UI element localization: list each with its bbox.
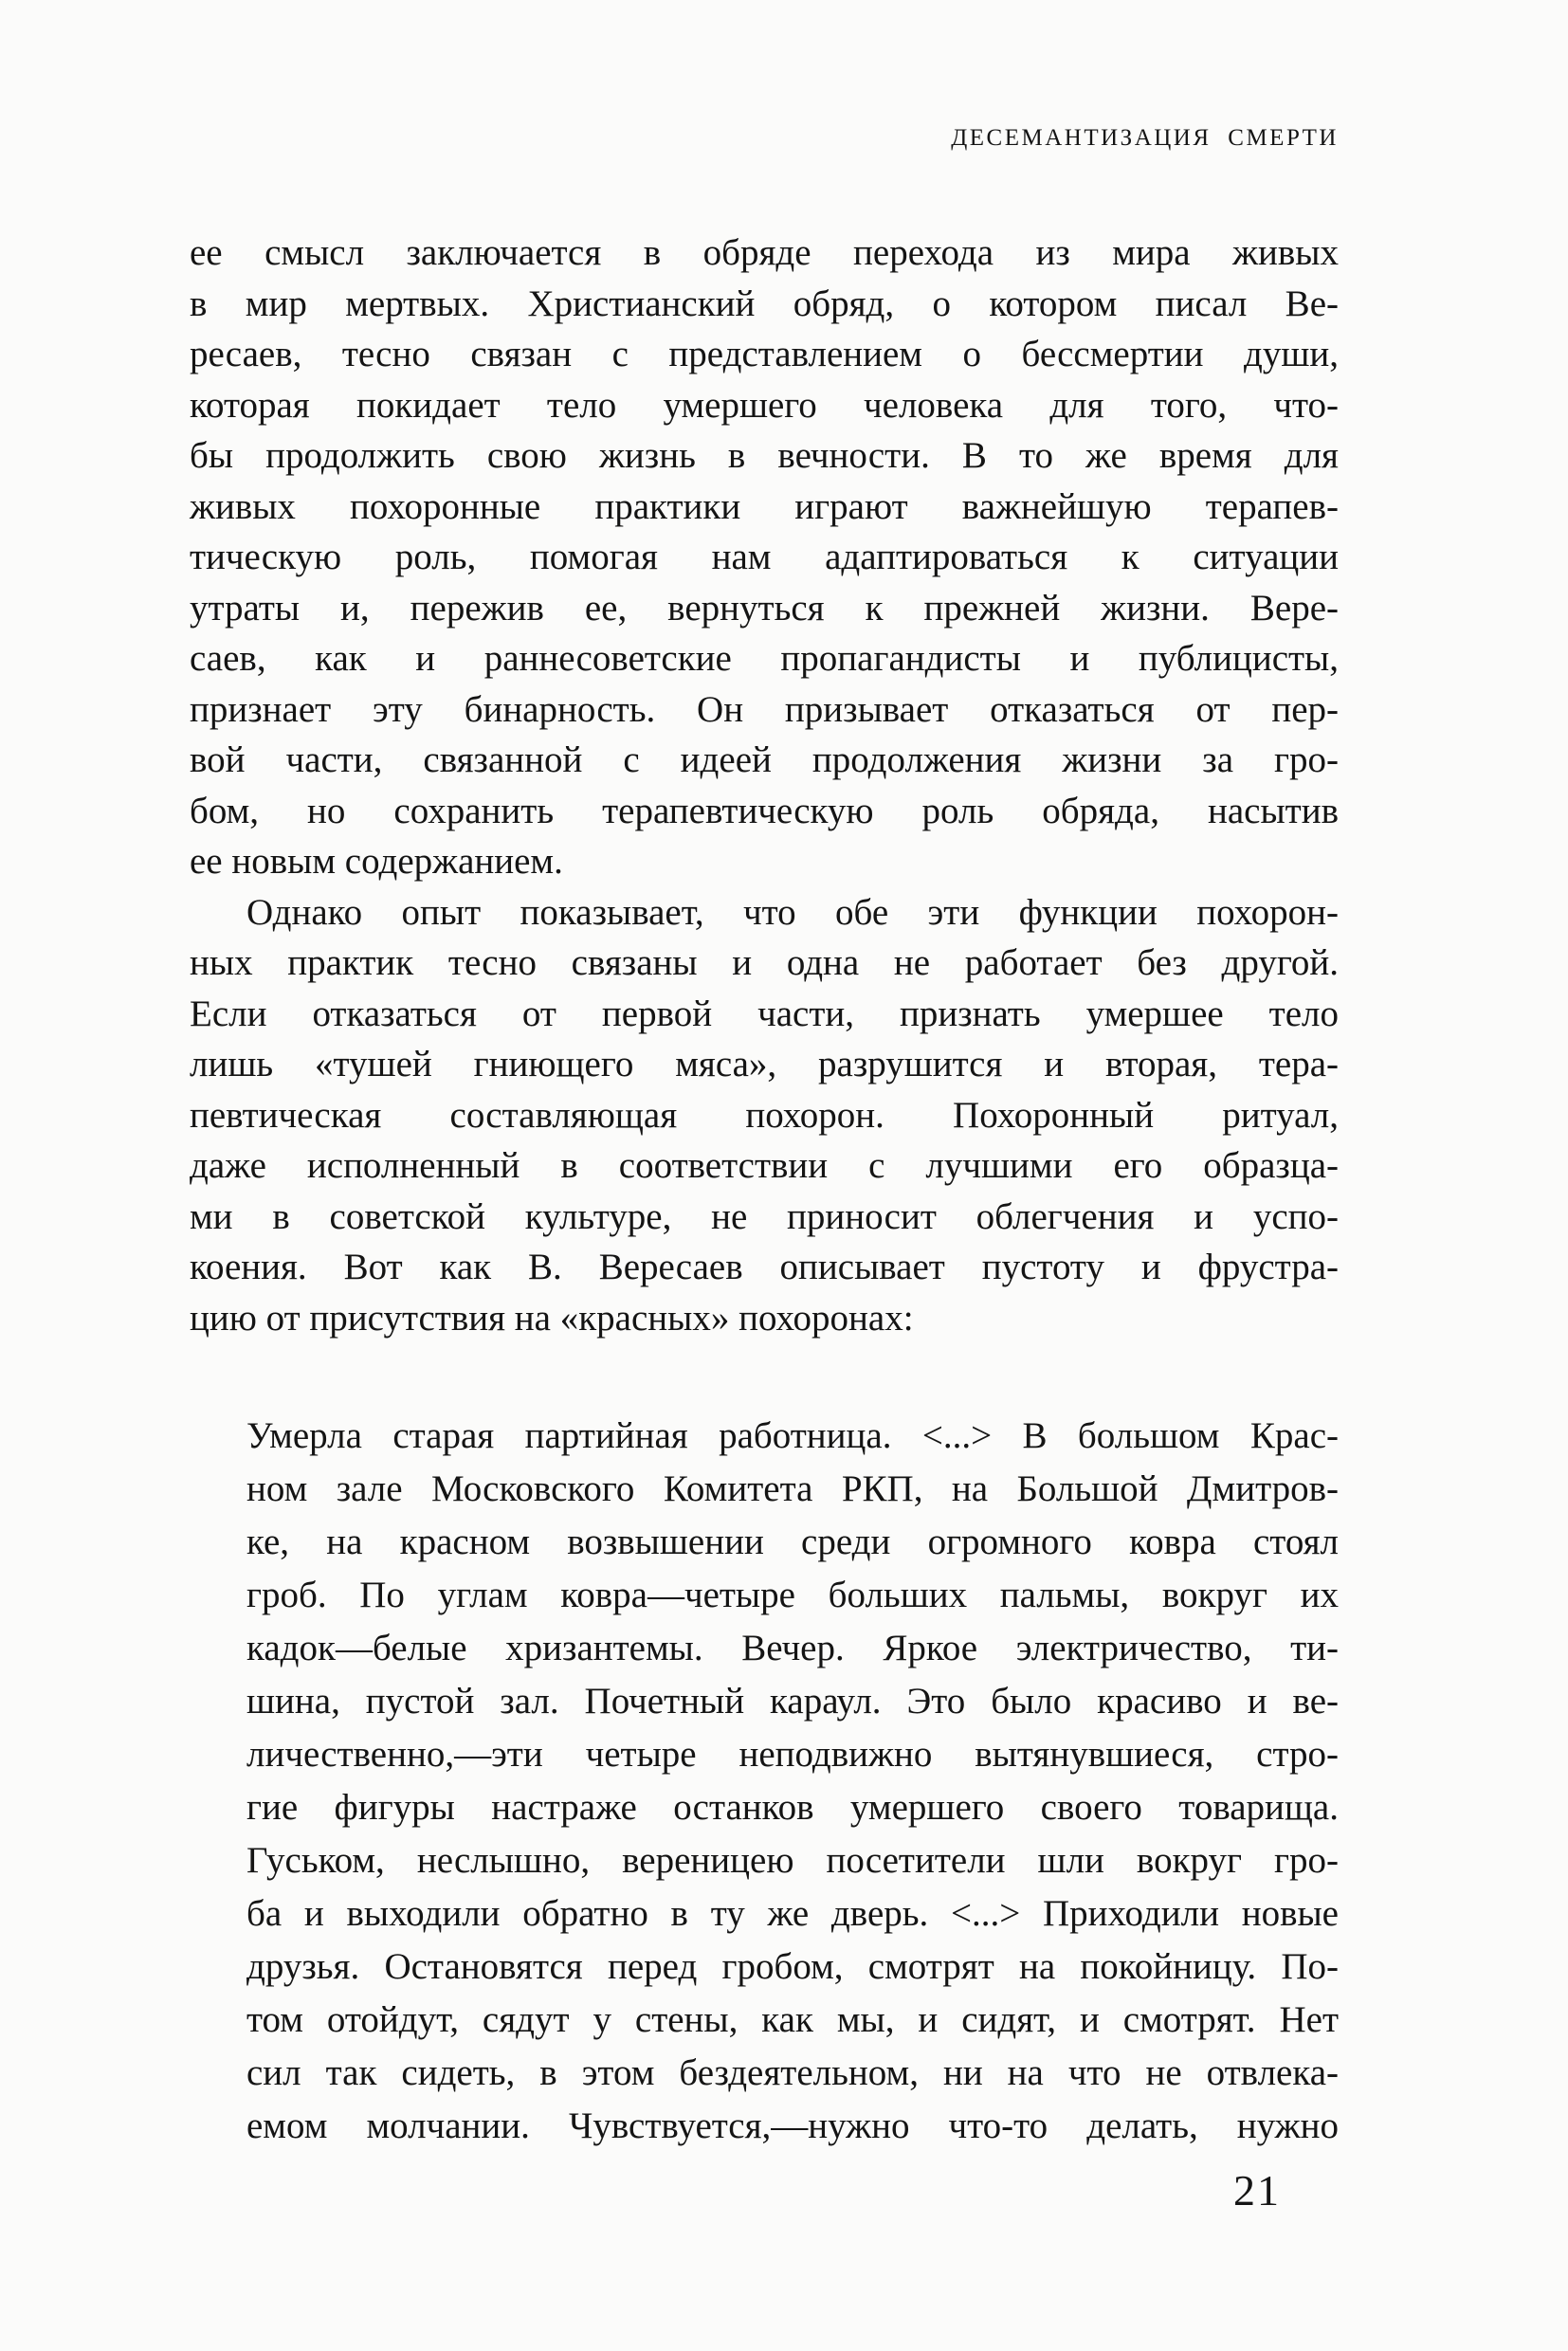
text-line: лишь «тушей гниющего мяса», разрушится и вторая, тера- bbox=[190, 1044, 1339, 1084]
text-line: друзья. Остановятся перед гробом, смотрят на покойницу. По- bbox=[246, 1946, 1339, 1987]
text-line: ке, на красном возвышении среди огромного ковра стоял bbox=[246, 1522, 1339, 1562]
text-line: ба и выходили обратно в ту же дверь. <...> Приходили новые bbox=[246, 1893, 1339, 1934]
text-line: вой части, связанной с идеей продолжения жизни за гро- bbox=[190, 739, 1339, 780]
running-head: ДЕСЕМАНТИЗАЦИЯ СМЕРТИ bbox=[951, 125, 1339, 151]
text-line: ресаев, тесно связан с представлением о бессмертии души, bbox=[190, 334, 1339, 374]
text-line: Если отказаться от первой части, признать умершее тело bbox=[190, 993, 1339, 1034]
text-line: которая покидает тело умершего человека для того, что- bbox=[190, 384, 1339, 426]
text-line: сил так сидеть, в этом бездеятельном, ни на что не отвлека- bbox=[246, 2052, 1339, 2093]
text-line: саев, как и раннесоветские пропагандисты и публицисты, bbox=[190, 638, 1339, 679]
page-number: 21 bbox=[1233, 2166, 1281, 2214]
text-line: ных практик тесно связаны и одна не работает без другой. bbox=[190, 942, 1339, 983]
text-line: даже исполненный в соответствии с лучшими его образца- bbox=[190, 1145, 1339, 1186]
text-line: емом молчании. Чувствуется,—нужно что-то делать, нужно bbox=[246, 2105, 1339, 2146]
text-line: ном зале Московского Комитета РКП, на Большой Дмитров- bbox=[246, 1468, 1339, 1509]
text-line: гие фигуры настраже останков умершего своего товарища. bbox=[246, 1787, 1339, 1828]
text-line: в мир мертвых. Христианский обряд, о котором писал Ве- bbox=[190, 282, 1339, 324]
text-line: личественно,—эти четыре неподвижно вытянувшиеся, стро- bbox=[246, 1734, 1339, 1775]
text-line: коения. Вот как В. Вересаев описывает пустоту и фрустра- bbox=[190, 1247, 1339, 1287]
paragraph-2 bbox=[190, 887, 1339, 1344]
text-line: шина, пустой зал. Почетный караул. Это было красиво и ве- bbox=[246, 1681, 1339, 1722]
text-line: ми в советской культуре, не приносит облегчения и успо- bbox=[190, 1195, 1339, 1237]
text-line: ее новым содержанием. bbox=[190, 841, 563, 882]
block-quote bbox=[190, 1410, 1339, 2153]
text-line: кадок—белые хризантемы. Вечер. Яркое электричество, ти- bbox=[246, 1628, 1339, 1668]
paragraph-1 bbox=[190, 228, 1339, 887]
text-line: цию от присутствия на «красных» похоронах: bbox=[190, 1297, 914, 1339]
text-line: бы продолжить свою жизнь в вечности. В то же время для bbox=[190, 435, 1339, 476]
text-line: ее смысл заключается в обряде перехода из мира живых bbox=[190, 232, 1339, 273]
text-line: тическую роль, помогая нам адаптироваться к ситуации bbox=[190, 537, 1339, 577]
text-line: Гуськом, неслышно, вереницею посетители шли вокруг гро- bbox=[246, 1840, 1339, 1881]
text-line: утраты и, пережив ее, вернуться к прежней жизни. Вере- bbox=[190, 587, 1339, 629]
text-line: Однако опыт показывает, что обе эти функции похорон- bbox=[246, 891, 1339, 933]
quote-paragraph bbox=[246, 1410, 1339, 2153]
text-line: Умерла старая партийная работница. <...> В большом Крас- bbox=[246, 1415, 1339, 1456]
text-line: гроб. По углам ковра—четыре больших пальмы, вокруг их bbox=[246, 1575, 1339, 1615]
text-line: том отойдут, сядут у стены, как мы, и сидят, и смотрят. Нет bbox=[246, 1999, 1339, 2040]
text-line: признает эту бинарность. Он призывает отказаться от пер- bbox=[190, 688, 1339, 730]
body-text bbox=[190, 228, 1339, 1343]
text-line: певтическая составляющая похорон. Похоронный ритуал, bbox=[190, 1094, 1339, 1136]
text-line: бом, но сохранить терапевтическую роль обряда, насытив bbox=[190, 790, 1339, 831]
text-line: живых похоронные практики играют важнейшую терапев- bbox=[190, 485, 1339, 527]
